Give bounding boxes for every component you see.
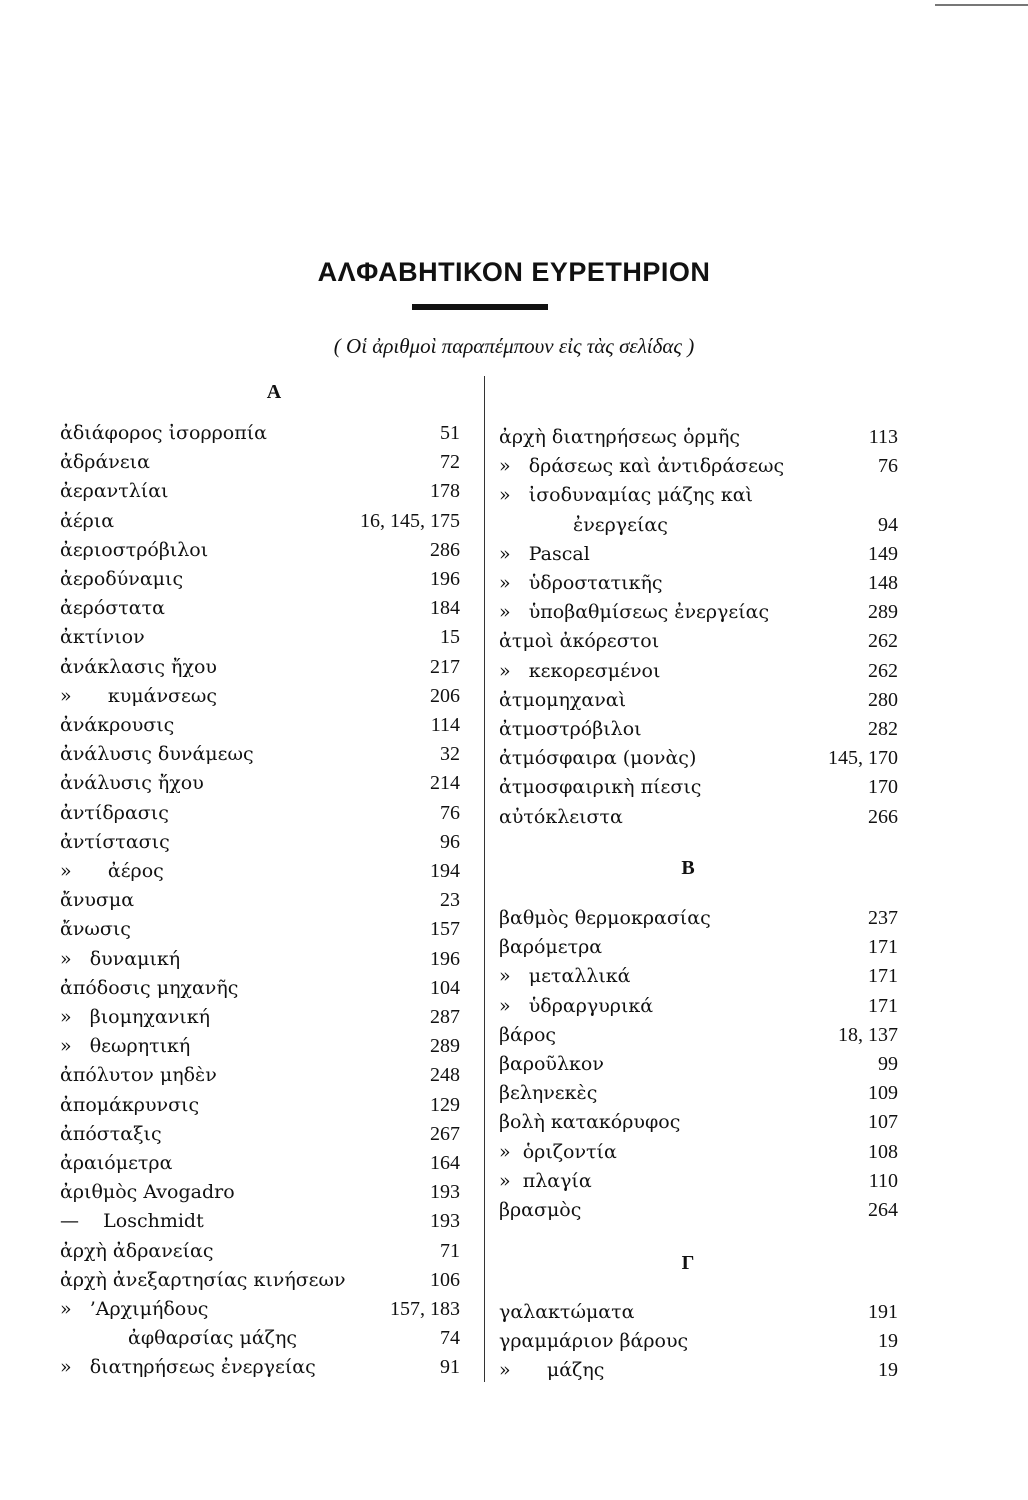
scan-edge-line	[935, 4, 1028, 6]
index-entry	[499, 1079, 898, 1108]
index-term: ἀρχὴ ἀνεξαρτησίας κινήσεων	[60, 1268, 346, 1291]
index-page-number: 262	[868, 630, 898, 653]
index-term: » μεταλλικά	[499, 965, 631, 988]
index-entry	[60, 1324, 460, 1353]
index-page-number: 99	[878, 1053, 898, 1075]
index-entry	[60, 507, 460, 536]
index-entry	[60, 799, 460, 828]
index-entry	[60, 1266, 460, 1295]
index-page-number: 32	[440, 743, 460, 766]
index-page-number: 264	[868, 1199, 898, 1221]
index-page-number: 96	[440, 830, 460, 853]
index-page-number: 74	[440, 1327, 460, 1350]
index-entry	[499, 1298, 898, 1327]
index-page-number: 191	[868, 1301, 898, 1323]
index-term: ἄνωσις	[60, 918, 131, 941]
index-term: ἀπόσταξις	[60, 1122, 162, 1145]
index-entry	[499, 423, 898, 452]
index-entry	[60, 915, 460, 944]
index-page-number: 110	[868, 1169, 898, 1192]
index-page-number: 178	[430, 480, 460, 503]
index-term: » βιομηχανική	[60, 1006, 210, 1028]
index-term: » ὑδροστατικῆς	[499, 572, 663, 594]
index-term: αὐτόκλειστα	[499, 805, 623, 828]
index-term: ἀτμοσφαιρικὴ πίεσις	[499, 776, 702, 799]
index-page-number: 109	[868, 1082, 898, 1105]
index-page-number: 184	[430, 597, 460, 620]
index-term: ἀτμόσφαιρα (μονὰς)	[499, 747, 697, 770]
index-term: » πλαγία	[499, 1169, 592, 1192]
index-page-number: 91	[440, 1356, 460, 1379]
section-letter-beta: Β	[681, 857, 695, 879]
index-entry	[60, 653, 460, 682]
index-page-number: 16, 145, 175	[360, 509, 460, 532]
index-entry	[499, 803, 898, 832]
index-term: — Loschmidt	[60, 1210, 204, 1233]
index-entry	[499, 511, 898, 540]
index-entry	[499, 1108, 898, 1137]
index-entry	[499, 627, 898, 656]
index-entry	[60, 1003, 460, 1032]
index-page-number: 94	[878, 513, 898, 536]
title-rule	[412, 304, 548, 310]
index-entry	[499, 744, 898, 773]
index-term: » δράσεως καὶ ἀντιδράσεως	[499, 455, 785, 478]
index-term: ἀδράνεια	[60, 451, 150, 474]
index-term: » κυμάνσεως	[60, 684, 217, 707]
index-page-number: 193	[430, 1181, 460, 1204]
index-term: ἀρχὴ ἀδρανείας	[60, 1239, 214, 1262]
index-term: βάρος	[499, 1023, 557, 1046]
index-entry	[499, 1021, 898, 1050]
index-page-number: 193	[430, 1210, 460, 1233]
section-letter-alpha: Α	[266, 381, 282, 403]
index-entry	[499, 1356, 898, 1385]
index-term: ἀερόστατα	[60, 597, 165, 620]
index-page-number: 248	[430, 1064, 460, 1087]
index-page-number: 164	[430, 1152, 460, 1174]
index-entry	[60, 1091, 460, 1120]
index-term: ἀκτίνιον	[60, 626, 145, 649]
index-term: » ὑδραργυρικά	[499, 994, 654, 1017]
index-term: γραμμάριον βάρους	[499, 1330, 689, 1353]
index-term: » ἀέρος	[60, 860, 164, 882]
index-entry	[499, 1050, 898, 1079]
index-page-number: 206	[430, 684, 460, 707]
index-term: ἀντίδρασις	[60, 801, 169, 824]
page-title: ΑΛΦΑΒΗΤΙΚΟΝ ΕΥΡΕΤΗΡΙΟΝ	[317, 257, 711, 287]
index-term: ἀνάκρουσις	[60, 714, 175, 736]
index-entry	[60, 623, 460, 652]
index-entry	[60, 857, 460, 886]
index-entry	[499, 1138, 898, 1167]
index-term: ἀραιόμετρα	[60, 1152, 173, 1174]
index-entry	[60, 769, 460, 798]
index-entry	[60, 1149, 460, 1178]
index-entry	[60, 682, 460, 711]
index-page-number: 72	[440, 451, 460, 474]
index-page-number: 217	[430, 655, 460, 678]
index-page-number: 114	[430, 714, 460, 736]
index-page-number: 266	[868, 805, 898, 828]
index-term: » ’Αρχιμήδους	[60, 1298, 209, 1320]
index-entry	[60, 974, 460, 1003]
index-page-number: 194	[430, 860, 460, 882]
index-page-number: 107	[868, 1111, 898, 1134]
index-term: ἀνάλυσις δυνάμεως	[60, 743, 254, 766]
index-term: βεληνεκὲς	[499, 1082, 598, 1105]
index-page-number: 129	[430, 1093, 460, 1116]
index-term: γαλακτώματα	[499, 1301, 635, 1323]
index-entry	[499, 686, 898, 715]
index-page-number: 289	[868, 601, 898, 624]
index-page-number: 171	[868, 936, 898, 959]
index-page-number: 18, 137	[838, 1023, 898, 1046]
index-page-number: 287	[430, 1006, 460, 1028]
index-page-number: 214	[430, 772, 460, 795]
index-entry	[60, 828, 460, 857]
index-entry	[499, 904, 898, 933]
index-term: ἀριθμὸς Avogadro	[60, 1181, 235, 1204]
index-term: ἀτμοστρόβιλοι	[499, 718, 642, 740]
index-term: » ὑποβαθμίσεως ἐνεργείας	[499, 601, 770, 624]
index-term: ἐνεργείας	[573, 513, 668, 536]
index-page-number: 23	[440, 889, 460, 912]
index-term: ἀνάλυσις ἤχου	[60, 772, 204, 795]
index-term: ἀνάκλασις ἤχου	[60, 655, 217, 678]
index-entry	[499, 481, 898, 510]
index-page-number: 19	[878, 1359, 898, 1382]
index-page-number: 267	[430, 1122, 460, 1145]
index-entry	[499, 1327, 898, 1356]
index-page-number: 76	[878, 455, 898, 478]
index-entry	[60, 1295, 460, 1324]
index-page-number: 15	[440, 626, 460, 649]
index-page-number: 76	[440, 801, 460, 824]
index-page-number: 196	[430, 947, 460, 970]
index-term: ἀεροδύναμις	[60, 568, 184, 590]
index-term: » δυναμική	[60, 947, 181, 970]
index-entry	[60, 711, 460, 740]
index-term: ἀδιάφορος ἰσορροπία	[60, 422, 267, 444]
index-entry	[60, 448, 460, 477]
index-entry	[60, 1237, 460, 1266]
index-page-number: 289	[430, 1035, 460, 1058]
index-entry	[499, 992, 898, 1021]
index-page-number: 286	[430, 538, 460, 561]
index-entry	[499, 773, 898, 802]
index-term: » κεκορεσμένοι	[499, 659, 661, 682]
page-subtitle: ( Οἱ ἀριθμοὶ παραπέμπουν εἰς τὰς σελίδας )	[333, 334, 695, 358]
index-page-number: 148	[868, 572, 898, 594]
index-page-number: 104	[430, 976, 460, 999]
index-term: ἀτμοὶ ἀκόρεστοι	[499, 630, 660, 653]
index-term: ἀεραντλίαι	[60, 480, 169, 503]
index-term: βαροῦλκον	[499, 1053, 604, 1075]
index-entry	[60, 1120, 460, 1149]
index-term: ἀέρια	[60, 509, 115, 532]
index-term: ἄνυσμα	[60, 889, 135, 912]
index-page-number: 282	[868, 718, 898, 740]
index-term: βαθμὸς θερμοκρασίας	[499, 907, 711, 929]
index-entry	[60, 565, 460, 594]
index-term: ἀφθαρσίας μάζης	[128, 1327, 298, 1350]
index-term: ἀντίστασις	[60, 830, 170, 853]
index-page-number: 51	[440, 422, 460, 444]
index-entry	[499, 452, 898, 481]
index-entry	[499, 715, 898, 744]
index-term: ἀπόδοσις μηχανῆς	[60, 976, 239, 999]
index-entry	[60, 1032, 460, 1061]
index-term: βρασμὸς	[499, 1199, 582, 1221]
index-entry	[60, 740, 460, 769]
index-term: » μάζης	[499, 1359, 605, 1382]
index-entry	[499, 540, 898, 569]
index-term: βολὴ κατακόρυφος	[499, 1111, 681, 1134]
section-letter-gamma: Γ	[681, 1252, 695, 1274]
index-entry	[60, 1061, 460, 1090]
index-entry	[499, 598, 898, 627]
index-term: » ὁριζοντία	[499, 1140, 617, 1163]
index-page-number: 237	[868, 907, 898, 929]
index-entry	[499, 1167, 898, 1196]
index-page-number: 171	[868, 994, 898, 1017]
index-term: ἀρχὴ διατηρήσεως ὁρμῆς	[499, 426, 741, 448]
index-entry	[60, 1353, 460, 1382]
index-term: » ἰσοδυναμίας μάζης καὶ	[499, 484, 753, 507]
index-term: » Pascal	[499, 542, 590, 565]
index-page-number: 171	[868, 965, 898, 988]
index-entry	[60, 594, 460, 623]
index-page-number: 196	[430, 568, 460, 590]
index-entry	[60, 419, 460, 448]
index-page-number: 113	[868, 426, 898, 448]
index-entry	[60, 1207, 460, 1236]
index-page-number: 108	[868, 1140, 898, 1163]
index-term: ἀεριοστρόβιλοι	[60, 538, 209, 561]
index-term: ἀτμομηχαναὶ	[499, 688, 627, 711]
index-term: » διατηρήσεως ἐνεργείας	[60, 1356, 316, 1379]
index-term: ἀπόλυτον μηδὲν	[60, 1064, 217, 1087]
index-page-number: 145, 170	[828, 747, 898, 770]
index-page-number: 149	[868, 542, 898, 565]
index-entry	[60, 536, 460, 565]
index-term: » θεωρητική	[60, 1035, 191, 1058]
index-page-number: 106	[430, 1268, 460, 1291]
index-entry	[499, 657, 898, 686]
index-page-number: 170	[868, 776, 898, 799]
column-divider	[484, 376, 485, 1382]
index-entry	[499, 933, 898, 962]
index-page-number: 157, 183	[390, 1298, 460, 1320]
index-entry	[499, 962, 898, 991]
index-entry	[499, 1196, 898, 1225]
index-term: ἀπομάκρυνσις	[60, 1093, 200, 1116]
index-page-number: 280	[868, 688, 898, 711]
index-page-number: 262	[868, 659, 898, 682]
index-entry	[60, 477, 460, 506]
index-entry	[60, 945, 460, 974]
index-page-number: 157	[430, 918, 460, 941]
index-entry	[60, 1178, 460, 1207]
index-entry	[499, 569, 898, 598]
index-page-number: 19	[878, 1330, 898, 1353]
index-page-number: 71	[440, 1239, 460, 1262]
index-entry	[60, 886, 460, 915]
index-term: βαρόμετρα	[499, 936, 603, 959]
